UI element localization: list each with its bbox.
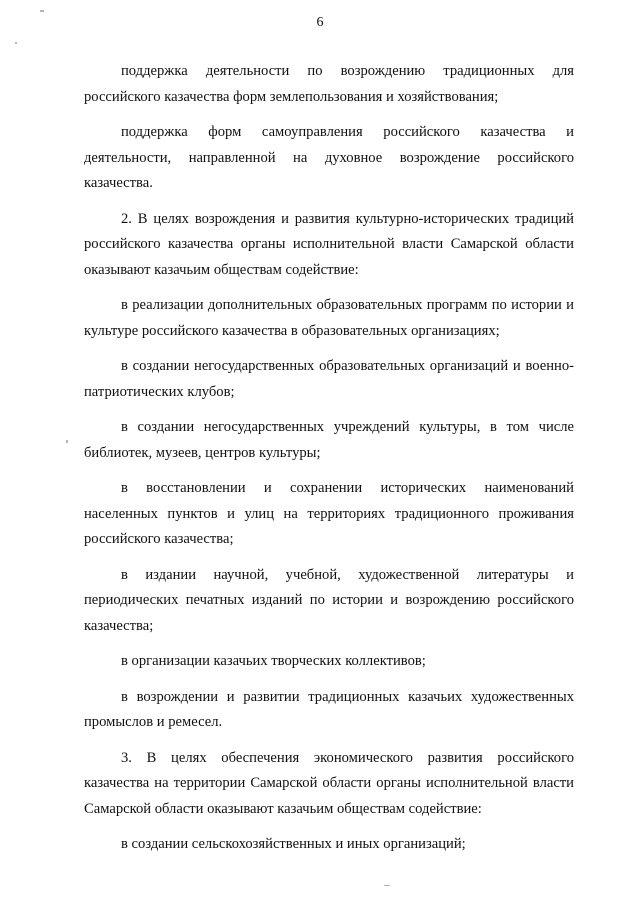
paragraph: в реализации дополнительных образовательных программ по истории и культуре российского казачества в образовательных организациях; bbox=[84, 297, 574, 339]
scan-speck bbox=[40, 10, 44, 12]
document-body bbox=[84, 59, 574, 868]
paragraph: поддержка форм самоуправления российского казачества и деятельности, направленной на духовное возрождение российского казачества. bbox=[84, 124, 574, 191]
paragraph: в создании негосударственных учреждений культуры, в том числе библиотек, музеев, центров культуры; bbox=[84, 419, 574, 461]
paragraph: в создании сельскохозяйственных и иных организаций; bbox=[121, 836, 466, 852]
paragraph: 2. В целях возрождения и развития культурно-исторических традиций российского казачества органы исполнительной власти Самарской области оказывают казачьим обществам содействие: bbox=[84, 210, 574, 278]
paragraph: поддержка деятельности по возрождению традиционных для российского казачества форм землепользования и хозяйствования; bbox=[84, 63, 574, 105]
page-number: 6 bbox=[316, 15, 324, 30]
scan-speck bbox=[384, 885, 390, 886]
scan-speck bbox=[15, 42, 17, 44]
paragraph: в организации казачьих творческих коллективов; bbox=[121, 653, 426, 669]
paragraph: в издании научной, учебной, художественной литературы и периодических печатных изданий по истории и возрождению российского казачества; bbox=[84, 566, 574, 634]
paragraph: в восстановлении и сохранении исторических наименований населенных пунктов и улиц на территориях традиционного проживания российского казачества; bbox=[84, 480, 574, 547]
scan-speck bbox=[66, 440, 68, 443]
paragraph: в возрождении и развитии традиционных казачьих художественных промыслов и ремесел. bbox=[84, 688, 574, 730]
paragraph: в создании негосударственных образовательных организаций и военно-патриотических клубов; bbox=[84, 358, 574, 400]
paragraph: 3. В целях обеспечения экономического развития российского казачества на территории Самарской области органы исполнительной власти Самарской области оказывают казачьим обществам содействие: bbox=[84, 749, 574, 817]
